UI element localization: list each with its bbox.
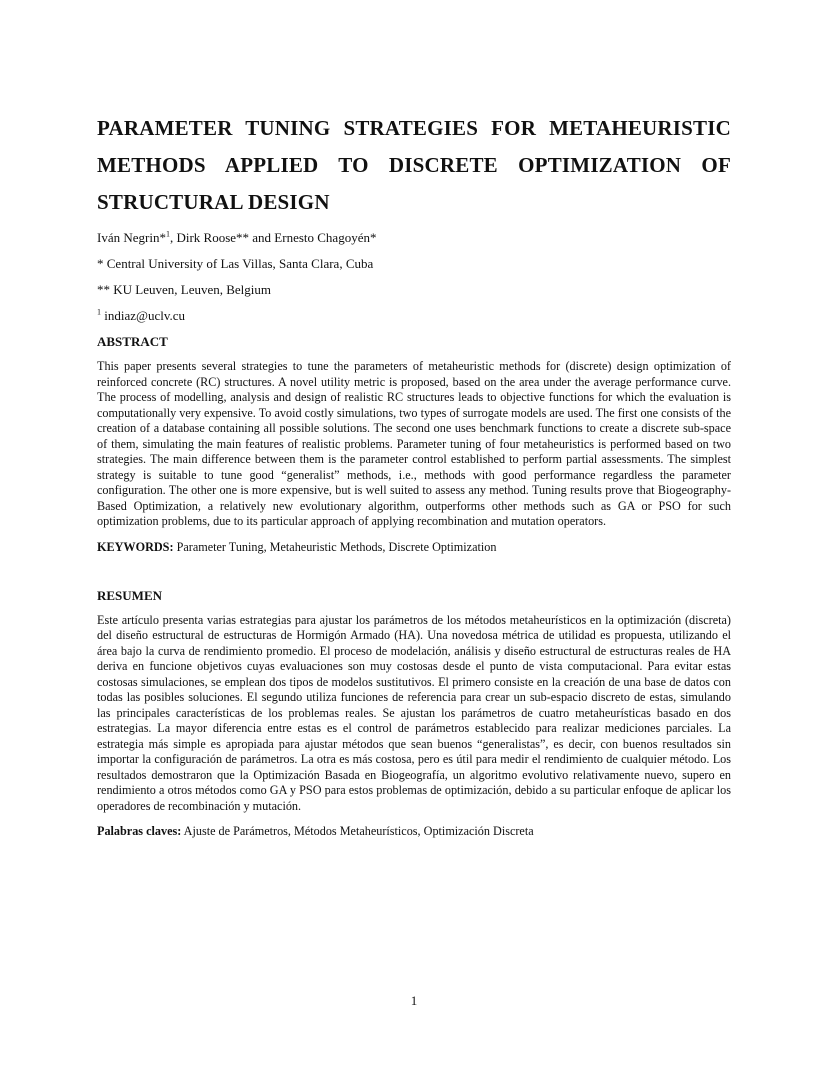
resumen-text: Este artículo presenta varias estrategias para ajustar los parámetros de los métodos metaheurísticos en la optimización (discreta) del diseño estructural de estructuras de Hormigón Armado (HA). Una novedosa métrica de utilidad es propuesta, utilizando el área bajo la curva de rendimiento promedio. El proceso de modelación, análisis y diseño estructural de estructuras reales de HA deriva en funcione objetivos cuyas evaluaciones son muy costosas desde el punto de vista computacional. Para evitar estas costosas simulaciones, se emplean dos tipos de modelos sustitutivos. El primero consiste en la creación de una base de datos con todas las posibles soluciones. El segundo utiliza funciones de referencia para crear un sub-espacio discreto de estas, simulando las principales características de los problemas reales. Se ajustan los parámetros de cuatro metaheurísticas basado en dos estrategias. La mayor diferencia entre estas es el control de parámetros establecido para realizar mediciones parciales. La estrategia más simple es apropiada para ajustar métodos que sean buenos “generalistas”, es decir, con buenos resultados sin importar la configuración de parámetros. La otra es más costosa, pero es útil para medir el rendimiento de cualquier método. Los resultados demostraron que la Optimización Basada en Biogeografía, un algoritmo evolutivo relativamente nuevo, supero en rendimiento a otros métodos como GA y PSO para estos problemas de optimización, debido a su particular enfoque de aplicar los operadores de recombinación y mutación. <box>97 612 731 813</box>
affiliation-1: * Central University of Las Villas, Santa Clara, Cuba <box>97 256 374 271</box>
palabras-text: Ajuste de Parámetros, Métodos Metaheurísticos, Optimización Discreta <box>181 824 534 838</box>
abstract-text: This paper presents several strategies to tune the parameters of metaheuristic methods for (discrete) design optimization of reinforced concrete (RC) structures. A novel utility metric is proposed, based on the area under the average performance curve. The process of modelling, analysis and design of realistic RC structures leads to objective functions for which the evaluation is computationally very expensive. To avoid costly simulations, two types of surrogate models are used. The first one consists of the creation of a database containing all possible solutions. The second one uses benchmark functions to create a discrete sub-space of them, simulating the main features of realistic problems. Parameter tuning of four metaheuristics is performed based on two strategies. The main difference between them is the parameter control established to perform partial assessments. The simplest strategy is suitable to tune good “generalist” methods, i.e., methods with good performance regardless the parameter configuration. The other one is more expensive, but is well suited to assess any method. Tuning results prove that Biogeography-Based Optimization, a relatively new evolutionary algorithm, outperforms other methods such as GA or PSO for such optimization problems, due to its particular approach of applying recombination and mutation operators. <box>97 359 731 528</box>
palabras-line <box>97 823 731 839</box>
email-footnote-mark: 1 <box>97 307 101 317</box>
author-first: Iván Negrin* <box>97 230 166 245</box>
keywords-text: Parameter Tuning, Metaheuristic Methods, Discrete Optimization <box>173 539 497 554</box>
resumen-heading: RESUMEN <box>97 587 163 603</box>
page-number: 1 <box>410 993 418 1008</box>
palabras-label: Palabras claves: <box>97 824 182 838</box>
email-address: indiaz@uclv.cu <box>101 308 186 323</box>
contact-email <box>97 308 731 324</box>
section-spacer <box>97 555 731 588</box>
abstract-heading: ABSTRACT <box>97 334 168 349</box>
author-others: , Dirk Roose** and Ernesto Chagoyén* <box>169 230 377 245</box>
author-footnote-mark: 1 <box>165 229 170 239</box>
author-list <box>97 230 731 246</box>
paper-title: PARAMETER TUNING STRATEGIES FOR METAHEURISTIC METHODS APPLIED TO DISCRETE OPTIMIZATION OF STRUCTURAL DESIGN <box>97 116 731 214</box>
keywords-line <box>97 539 731 555</box>
paper-page <box>97 110 731 839</box>
affiliation-2: ** KU Leuven, Leuven, Belgium <box>97 282 272 297</box>
keywords-label: KEYWORDS: <box>97 539 174 554</box>
